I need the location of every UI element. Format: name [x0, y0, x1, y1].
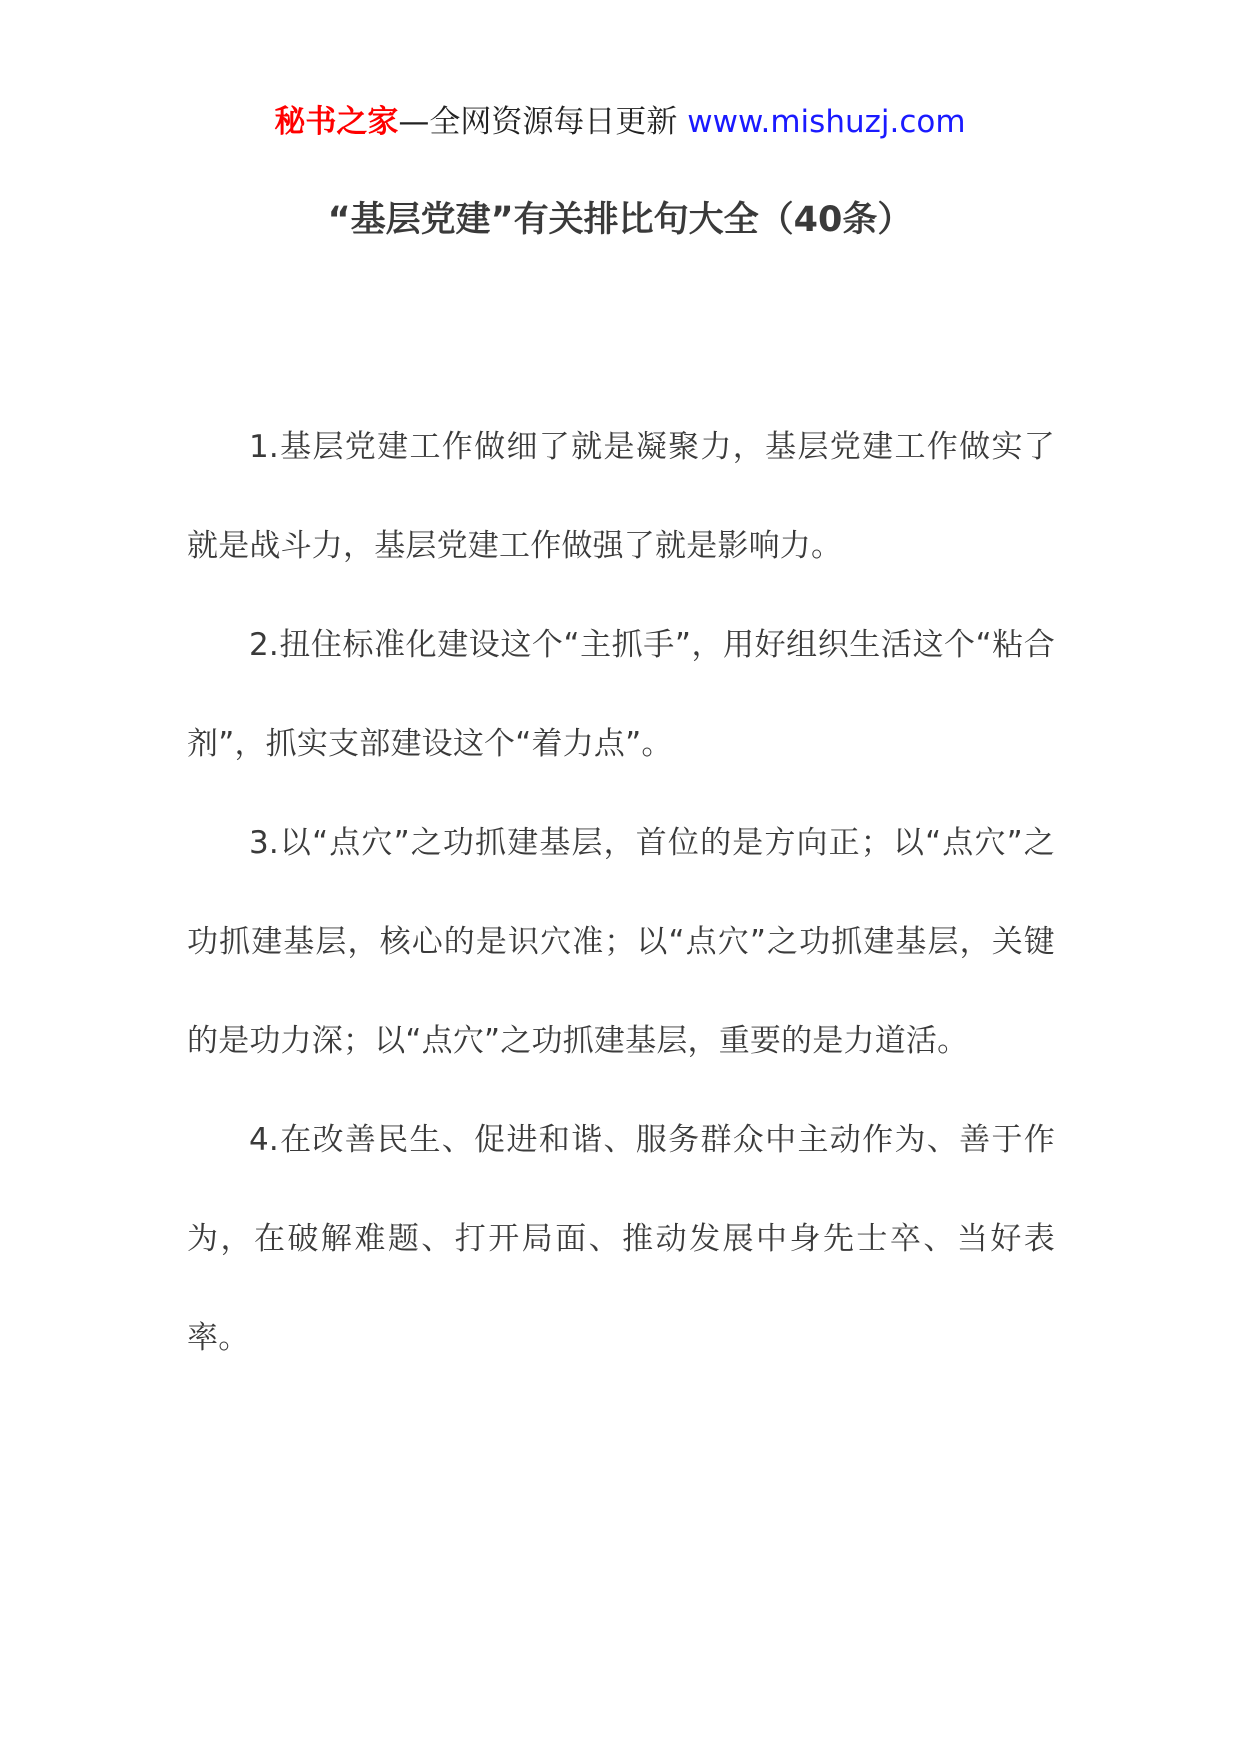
document-body [187, 398, 1055, 1388]
site-slogan: —全网资源每日更新 [398, 104, 678, 140]
site-brand: 秘书之家 [274, 104, 399, 140]
site-header [0, 100, 1240, 144]
document-title: “基层党建”有关排比句大全（40条） [327, 200, 913, 240]
paragraph-4: 4.在改善民生、促进和谐、服务群众中主动作为、善于作为，在破解难题、打开局面、推动发展中身先士卒、当好表率。 [187, 1122, 1055, 1356]
site-url-link[interactable]: www.mishuzj.com [687, 104, 966, 140]
paragraph-1: 1.基层党建工作做细了就是凝聚力，基层党建工作做实了就是战斗力，基层党建工作做强了就是影响力。 [187, 429, 1055, 564]
paragraph-2: 2.扭住标准化建设这个“主抓手”，用好组织生活这个“粘合剂”，抓实支部建设这个“着力点”。 [187, 627, 1055, 762]
paragraph-3: 3.以“点穴”之功抓建基层，首位的是方向正；以“点穴”之功抓建基层，核心的是识穴准；以“点穴”之功抓建基层，关键的是功力深；以“点穴”之功抓建基层，重要的是力道活。 [187, 825, 1055, 1059]
